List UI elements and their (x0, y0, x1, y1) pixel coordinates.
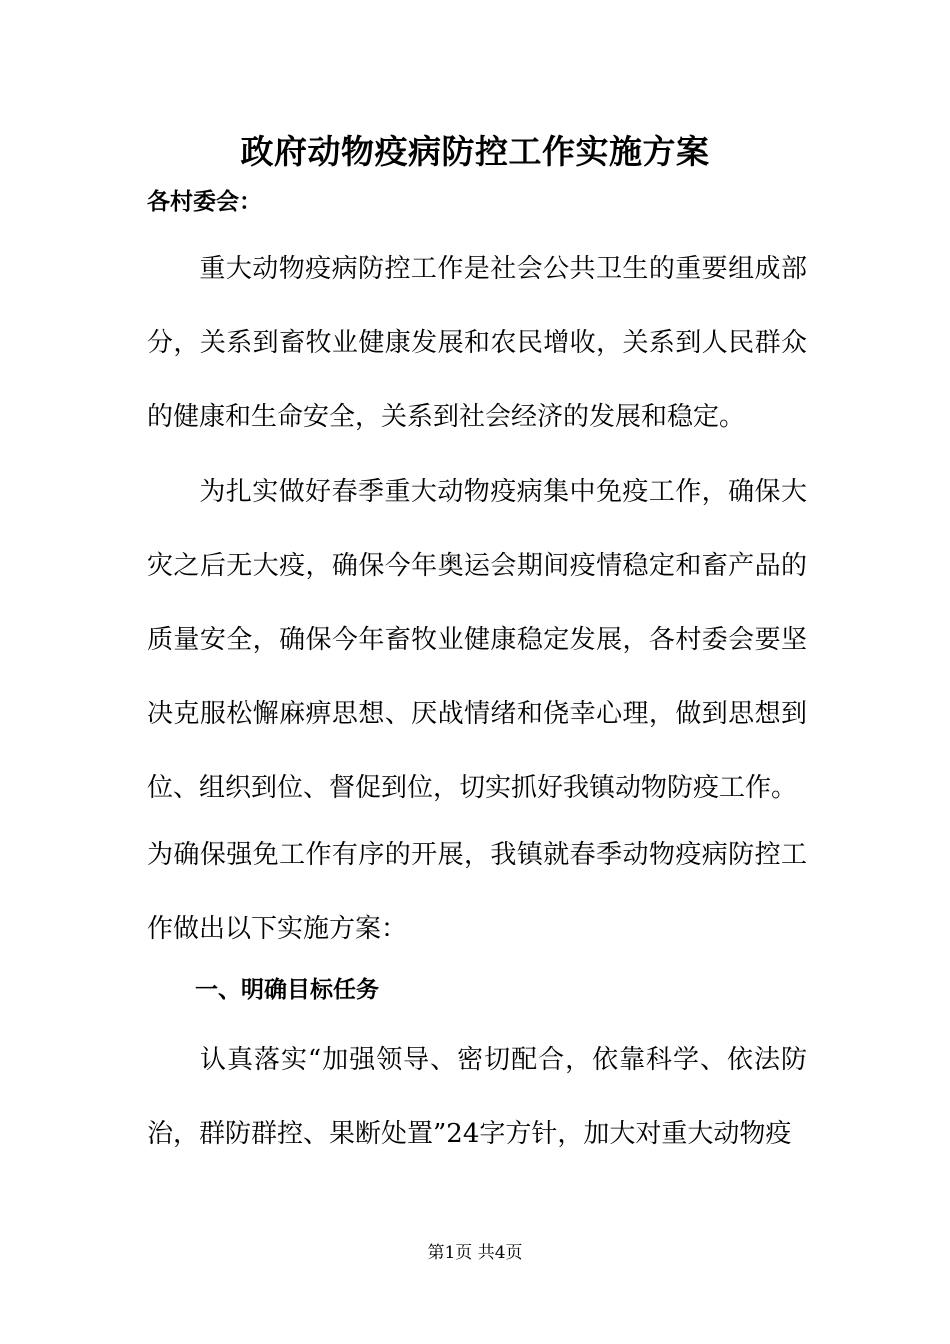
page-footer: 第1页 共4页 (427, 1243, 523, 1263)
paragraph-2 (147, 455, 807, 825)
section-paragraph (147, 1023, 807, 1171)
paragraph-3 (147, 818, 807, 966)
document-title: 政府动物疫病防控工作实施方案 (240, 132, 710, 171)
salutation: 各村委会： (147, 189, 262, 215)
section-paragraph-text: 认真落实“加强领导、密切配合，依靠科学、依法防治，群防群控、果断处置”24字方针，加大对重大动物疫 (147, 1045, 807, 1149)
paragraph-2-text: 为扎实做好春季重大动物疫病集中免疫工作，确保大灾之后无大疫，确保今年奥运会期间疫情稳定和畜产品的质量安全，确保今年畜牧业健康稳定发展，各村委会要坚决克服松懈麻痹思想、厌战情绪和侥幸心理，做到思想到位、组织到位、督促到位，切实抓好我镇动物防疫工作。 (147, 477, 807, 803)
paragraph-1-text: 重大动物疫病防控工作是社会公共卫生的重要组成部分，关系到畜牧业健康发展和农民增收，关系到人民群众的健康和生命安全，关系到社会经济的发展和稳定。 (147, 254, 807, 432)
paragraph-1 (147, 232, 807, 454)
section-heading: 一、明确目标任务 (195, 977, 379, 1003)
paragraph-3-text: 为确保强免工作有序的开展，我镇就春季动物疫病防控工作做出以下实施方案： (147, 840, 807, 944)
